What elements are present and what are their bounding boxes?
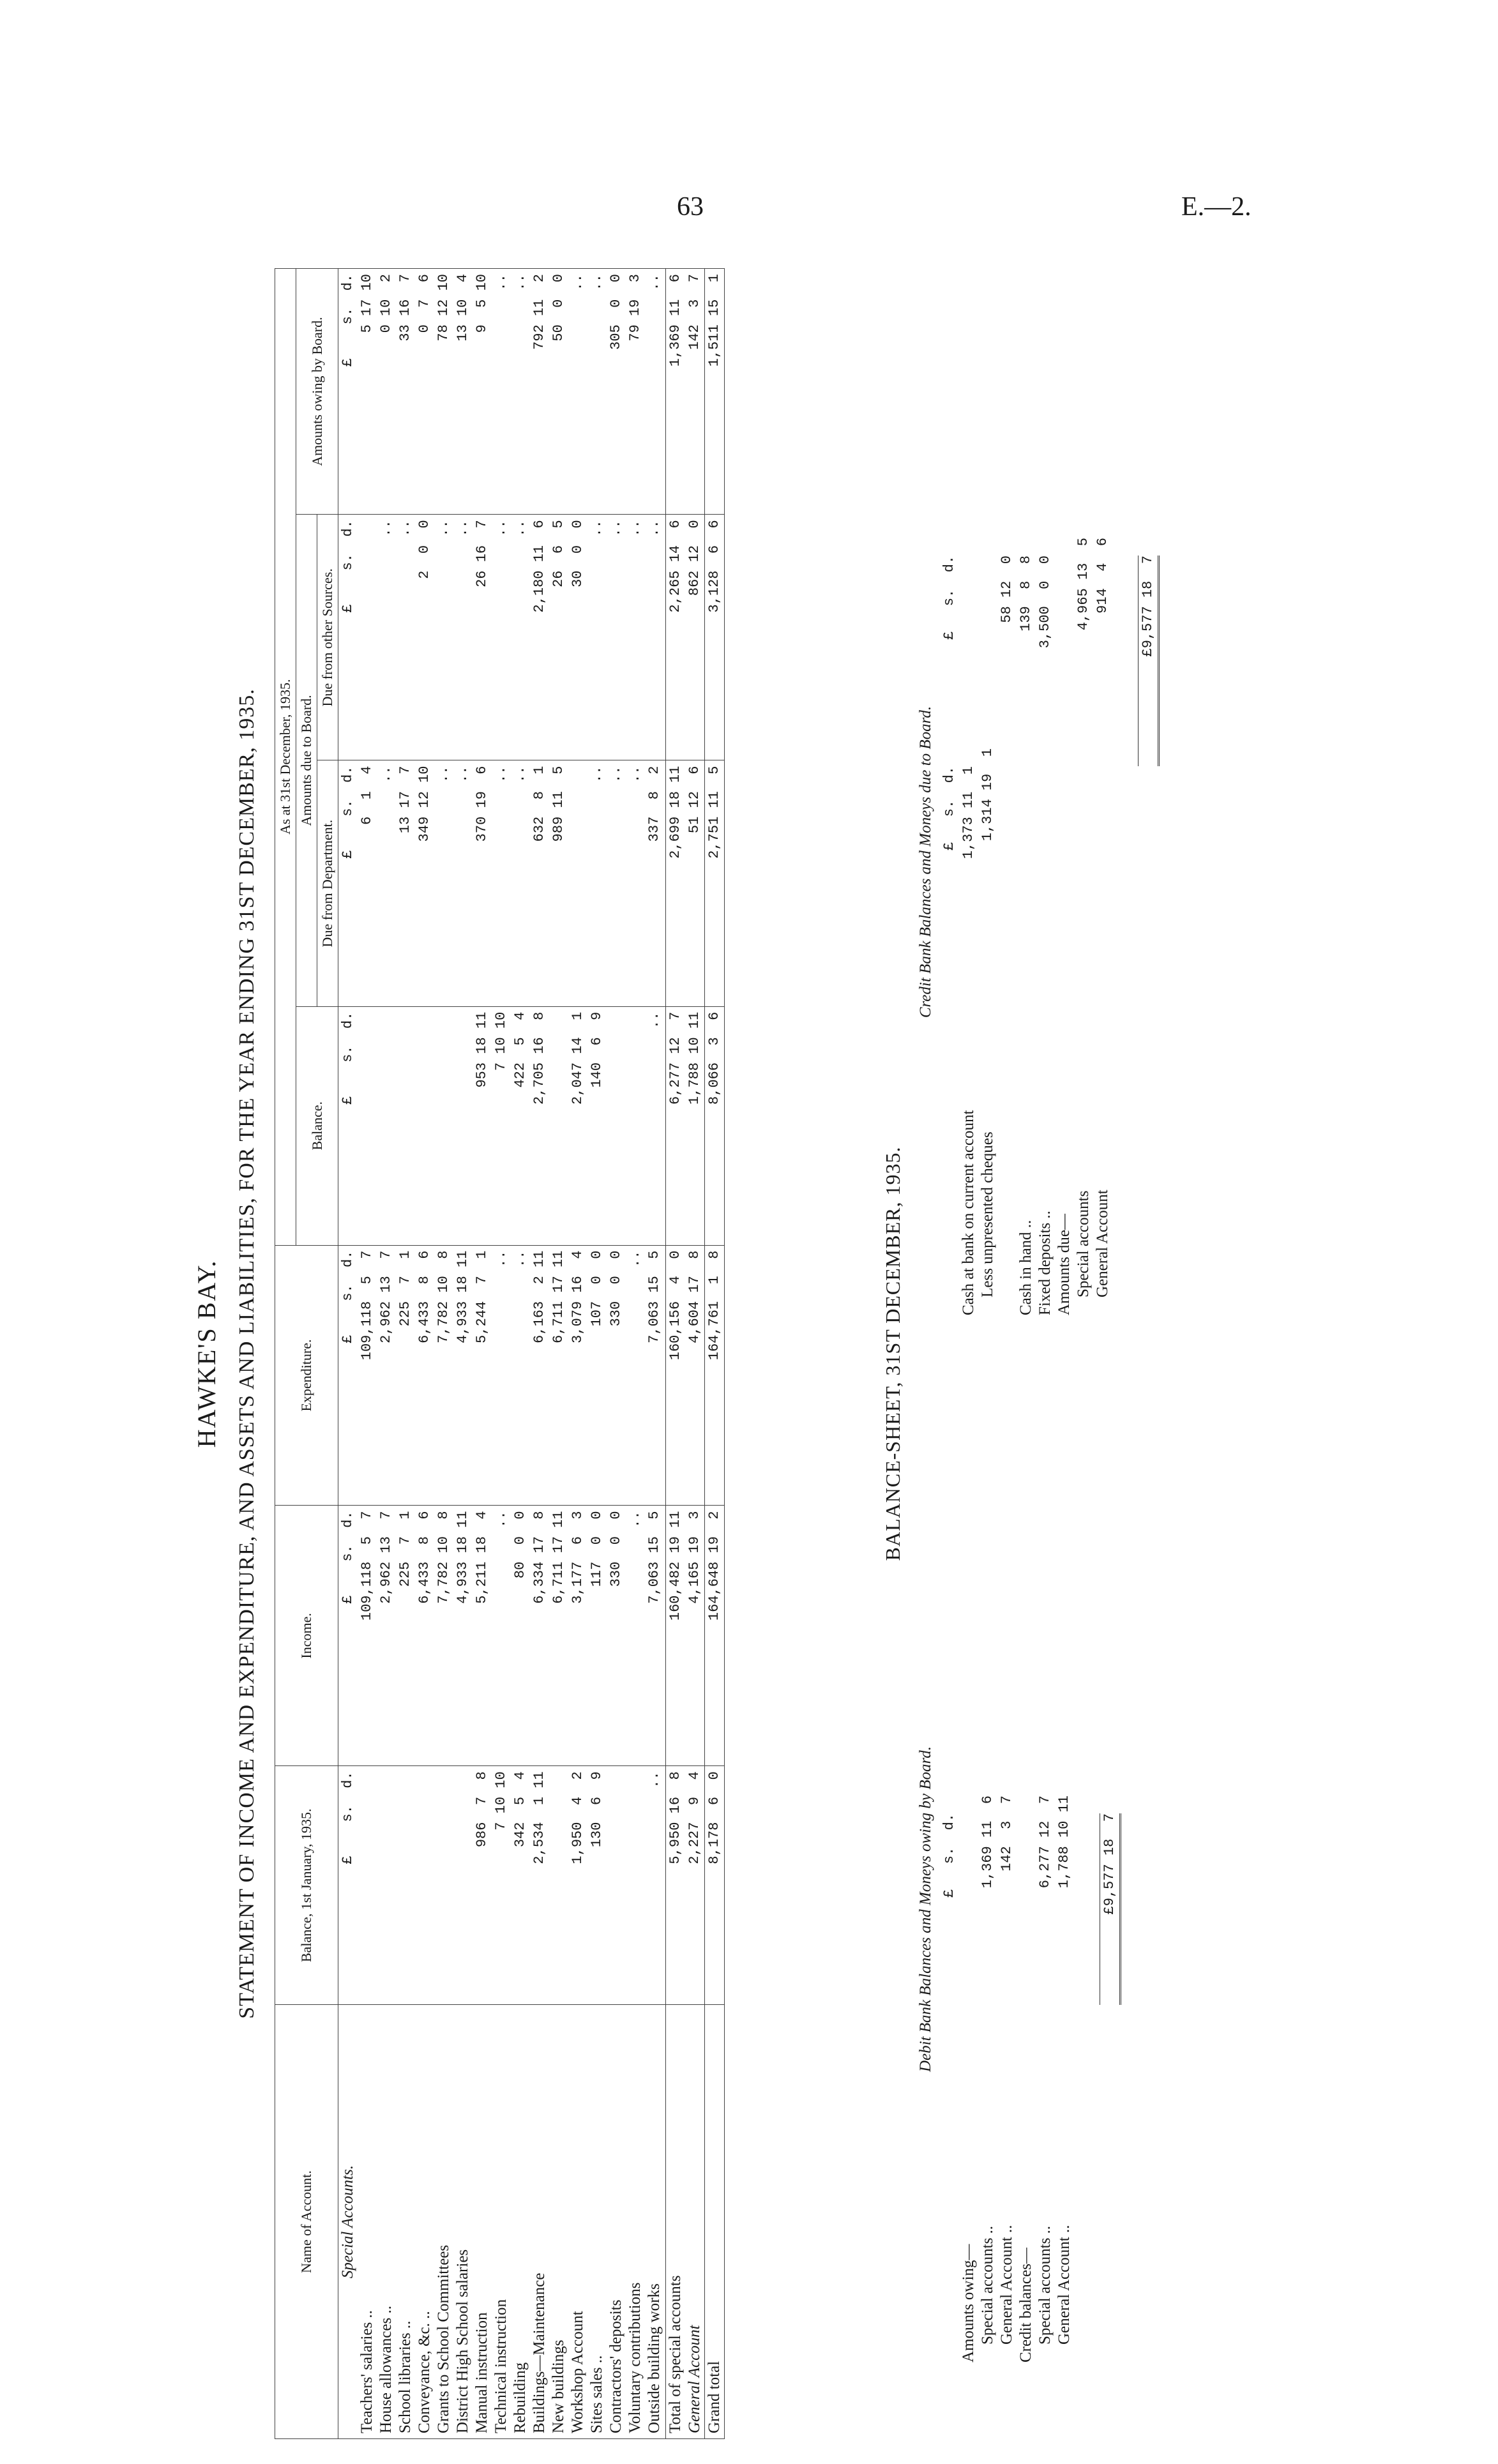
units-label: £ s. d. xyxy=(338,1506,358,1766)
cell-dept: .. xyxy=(607,760,626,1006)
cell-other: .. xyxy=(511,515,530,760)
cell-income: 7,063 15 5 xyxy=(645,1506,664,1766)
debit-side xyxy=(917,1456,1121,2362)
cell-bal xyxy=(358,1006,377,1245)
balance-amount xyxy=(959,1813,978,2005)
cell-owing: 50 0 0 xyxy=(549,269,568,515)
units-label: £ s. d. xyxy=(338,269,358,515)
cell-dept: 349 12 10 xyxy=(415,760,434,1006)
col-dept-header: Due from Department. xyxy=(317,760,338,1006)
table-row xyxy=(626,269,645,2439)
cell-bal: 422 5 4 xyxy=(511,1006,530,1245)
cell-income: 160,482 19 11 xyxy=(666,1506,686,1766)
cell-owing: .. xyxy=(568,269,587,515)
cell-dept: .. xyxy=(587,760,607,1006)
cell-bal_jan xyxy=(549,1766,568,2005)
cell-other: 2,265 14 6 xyxy=(666,515,686,760)
account-name: New buildings xyxy=(549,2005,568,2439)
cell-bal_jan xyxy=(377,1766,396,2005)
cell-bal_jan xyxy=(607,1766,626,2005)
balance-row xyxy=(959,1456,978,2362)
cell-income: 4,165 19 3 xyxy=(685,1506,705,1766)
table-row xyxy=(530,269,549,2439)
cell-dept: 51 12 6 xyxy=(685,760,705,1006)
cell-other: .. xyxy=(396,515,415,760)
balance-label: Amounts owing— xyxy=(960,2244,977,2362)
debit-heading: Debit Bank Balances and Moneys owing by Board. xyxy=(917,1746,934,2073)
balance-amount xyxy=(978,538,997,748)
col-balance-jan-header: Balance, 1st January, 1935. xyxy=(275,1766,338,2005)
cell-owing: 5 17 10 xyxy=(358,269,377,515)
cell-dept: .. xyxy=(492,760,511,1006)
cell-owing: .. xyxy=(645,269,664,515)
cell-bal: 7 10 10 xyxy=(492,1006,511,1245)
table-row xyxy=(645,269,664,2439)
debit-rows xyxy=(959,1456,1074,2362)
account-name: Sites sales .. xyxy=(587,2005,607,2439)
balance-amount: 3,500 0 0 xyxy=(1037,556,1053,649)
table-row xyxy=(492,269,511,2439)
credit-total: £9,577 18 7 xyxy=(1138,556,1160,766)
cell-dept: 632 8 1 xyxy=(530,760,549,1006)
cell-exp: 2,962 13 7 xyxy=(377,1245,396,1506)
cell-bal_jan: 5,950 16 8 xyxy=(666,1766,686,2005)
cell-owing: 9 5 10 xyxy=(473,269,492,515)
units-label: £ s. d. xyxy=(338,760,358,1006)
cell-bal: 953 18 11 xyxy=(473,1006,492,1245)
cell-bal_jan: 342 5 4 xyxy=(511,1766,530,2005)
balance-amount xyxy=(1055,1585,1074,1795)
cell-exp: 107 0 0 xyxy=(587,1245,607,1506)
cell-exp: 6,433 8 6 xyxy=(415,1245,434,1506)
cell-bal: 8,066 3 6 xyxy=(705,1006,725,1245)
cell-income: 6,711 17 11 xyxy=(549,1506,568,1766)
account-name: General Account xyxy=(685,2005,705,2439)
cell-income: .. xyxy=(626,1506,645,1766)
cell-exp: 4,604 17 8 xyxy=(685,1245,705,1506)
col-other-header: Due from other Sources. xyxy=(317,515,338,760)
cell-bal_jan: 1,950 4 2 xyxy=(568,1766,587,2005)
cell-dept xyxy=(568,760,587,1006)
balance-amount: 1,369 11 6 xyxy=(980,1795,995,1889)
cell-other: .. xyxy=(453,515,473,760)
cell-owing: 792 11 2 xyxy=(530,269,549,515)
cell-bal_jan: 130 6 9 xyxy=(587,1766,607,2005)
cell-bal: 1,788 10 11 xyxy=(685,1006,705,1245)
cell-dept: .. xyxy=(511,760,530,1006)
account-name: Workshop Account xyxy=(568,2005,587,2439)
cell-other: 2,180 11 6 xyxy=(530,515,549,760)
table-row xyxy=(396,269,415,2439)
balance-label: General Account .. xyxy=(1055,2225,1073,2345)
balance-amount xyxy=(959,556,978,766)
account-name: School libraries .. xyxy=(396,2005,415,2439)
cell-bal xyxy=(626,1006,645,1245)
due-to-board-header: Amounts due to Board. xyxy=(296,515,317,1006)
balance-label: Special accounts .. xyxy=(1036,2225,1054,2345)
account-name: Voluntary contributions xyxy=(626,2005,645,2439)
table-row xyxy=(549,269,568,2439)
balance-label: Cash at bank on current account xyxy=(960,1110,977,1315)
cell-exp: 6,711 17 11 xyxy=(549,1245,568,1506)
balance-row xyxy=(959,409,978,1315)
table-row xyxy=(415,269,434,2439)
cell-income: 4,933 18 11 xyxy=(453,1506,473,1766)
cell-dept: 2,699 18 11 xyxy=(666,760,686,1006)
account-name: Buildings—Maintenance xyxy=(530,2005,549,2439)
balance-sheet xyxy=(881,268,1156,2439)
units-label: £ s. d. xyxy=(338,1766,358,2005)
table-row xyxy=(568,269,587,2439)
balance-label xyxy=(997,958,1017,1315)
cell-exp: 3,079 16 4 xyxy=(568,1245,587,1506)
cell-other: 862 12 0 xyxy=(685,515,705,760)
cell-bal_jan xyxy=(358,1766,377,2005)
cell-owing: 0 7 6 xyxy=(415,269,434,515)
cell-owing: 33 16 7 xyxy=(396,269,415,515)
balance-label: Amounts due— xyxy=(1055,1213,1073,1315)
cell-owing: 78 12 10 xyxy=(434,269,453,515)
account-name: District High School salaries xyxy=(453,2005,473,2439)
credit-rows xyxy=(959,409,1112,1315)
cell-owing: 142 3 7 xyxy=(685,269,705,515)
balance-label: General Account xyxy=(1094,1190,1111,1297)
cell-other: .. xyxy=(607,515,626,760)
cell-owing: .. xyxy=(492,269,511,515)
cell-exp: 7,782 10 8 xyxy=(434,1245,453,1506)
cell-income: 225 7 1 xyxy=(396,1506,415,1766)
balance-row xyxy=(1036,409,1055,1315)
balance-row xyxy=(1017,409,1036,1315)
balance-label: Special accounts xyxy=(1075,1190,1092,1297)
cell-owing: .. xyxy=(587,269,607,515)
cell-bal_jan: 8,178 6 0 xyxy=(705,1766,725,2005)
table-row xyxy=(453,269,473,2439)
cell-bal xyxy=(377,1006,396,1245)
balance-row xyxy=(997,1456,1017,2362)
balance-amount xyxy=(1017,1603,1036,1813)
cell-dept: .. xyxy=(626,760,645,1006)
as-at-header: As at 31st December, 1935. xyxy=(275,269,296,1246)
cell-owing: 1,511 15 1 xyxy=(705,269,725,515)
statement-title: STATEMENT OF INCOME AND EXPENDITURE, AND ASSETS AND LIABILITIES, FOR THE YEAR ENDING 31ST DECEMBER, 1935. xyxy=(235,688,259,2019)
cell-owing: 1,369 11 6 xyxy=(666,269,686,515)
cell-bal_jan xyxy=(453,1766,473,2005)
balance-label: Fixed deposits .. xyxy=(1036,1211,1054,1315)
units-label: £ s. d. xyxy=(338,1006,358,1245)
balance-amount xyxy=(997,766,1017,958)
balance-amount xyxy=(1036,1585,1055,1795)
balance-row xyxy=(1074,409,1093,1315)
cell-bal: 6,277 12 7 xyxy=(666,1006,686,1245)
balance-amount: 6,277 12 7 xyxy=(1037,1795,1053,1889)
cell-dept: 370 19 6 xyxy=(473,760,492,1006)
units-label: £ s. d. xyxy=(338,1245,358,1506)
balance-amount xyxy=(978,1585,997,1795)
table-row xyxy=(685,269,705,2439)
cell-exp: 5,244 7 1 xyxy=(473,1245,492,1506)
account-name: Outside building works xyxy=(645,2005,664,2439)
balance-row xyxy=(1055,1456,1074,2362)
statement-table xyxy=(275,268,725,2439)
balance-label: Less unpresented cheques xyxy=(979,1131,996,1297)
table-row xyxy=(473,269,492,2439)
balance-amount xyxy=(1017,766,1036,958)
cell-bal xyxy=(453,1006,473,1245)
balance-label: General Account .. xyxy=(998,2225,1015,2345)
cell-income: 7,782 10 8 xyxy=(434,1506,453,1766)
account-name: Contractors' deposits xyxy=(607,2005,626,2439)
cell-bal_jan xyxy=(626,1766,645,2005)
balance-amount xyxy=(1036,766,1055,958)
cell-income: 117 0 0 xyxy=(587,1506,607,1766)
cell-other: .. xyxy=(645,515,664,760)
cell-exp: .. xyxy=(511,1245,530,1506)
cell-owing: 13 10 4 xyxy=(453,269,473,515)
cell-other: 26 6 5 xyxy=(549,515,568,760)
table-row xyxy=(434,269,453,2439)
cell-bal_jan: 2,534 1 11 xyxy=(530,1766,549,2005)
balance-label: Special accounts .. xyxy=(979,2225,996,2345)
cell-bal xyxy=(607,1006,626,1245)
cell-income: 2,962 13 7 xyxy=(377,1506,396,1766)
balance-row xyxy=(997,409,1017,1315)
cell-other: .. xyxy=(587,515,607,760)
cell-other: 2 0 0 xyxy=(415,515,434,760)
cell-exp: .. xyxy=(492,1245,511,1506)
cell-bal_jan: 2,227 9 4 xyxy=(685,1766,705,2005)
table-row xyxy=(377,269,396,2439)
cell-dept: 989 11 5 xyxy=(549,760,568,1006)
cell-exp: 4,933 18 11 xyxy=(453,1245,473,1506)
table-row xyxy=(666,269,686,2439)
col-balance-header: Balance. xyxy=(296,1006,338,1245)
units-label: £ s. d. xyxy=(941,1813,957,1898)
special-heading: Special Accounts. xyxy=(338,2005,358,2439)
balance-amount xyxy=(997,1585,1017,1795)
cell-other: 30 0 0 xyxy=(568,515,587,760)
cell-income: 109,118 5 7 xyxy=(358,1506,377,1766)
cell-bal xyxy=(415,1006,434,1245)
table-row xyxy=(358,269,377,2439)
col-expenditure-header: Expenditure. xyxy=(275,1245,338,1506)
balance-amount xyxy=(1017,1813,1036,2005)
cell-bal: .. xyxy=(645,1006,664,1245)
credit-heading: Credit Bank Balances and Moneys due to Board. xyxy=(917,706,934,1018)
cell-bal xyxy=(549,1006,568,1245)
cell-other: 3,128 6 6 xyxy=(705,515,725,760)
col-income-header: Income. xyxy=(275,1506,338,1766)
cell-bal: 140 6 9 xyxy=(587,1006,607,1245)
balance-amount: 1,314 19 1 xyxy=(980,748,995,842)
cell-bal_jan: .. xyxy=(645,1766,664,2005)
balance-row xyxy=(1017,1456,1036,2362)
cell-other xyxy=(358,515,377,760)
table-row xyxy=(705,269,725,2439)
cell-bal_jan: 986 7 8 xyxy=(473,1766,492,2005)
cell-income: 80 0 0 xyxy=(511,1506,530,1766)
page-ref: E.—2. xyxy=(1181,192,1252,222)
cell-income: 330 0 0 xyxy=(607,1506,626,1766)
balance-label: Cash in hand .. xyxy=(1017,1220,1034,1315)
cell-income: .. xyxy=(492,1506,511,1766)
cell-dept: .. xyxy=(377,760,396,1006)
balance-amount: 4,965 13 5 xyxy=(1075,538,1091,631)
cell-bal_jan xyxy=(415,1766,434,2005)
cell-exp: 164,761 1 8 xyxy=(705,1245,725,1506)
cell-owing: 0 10 2 xyxy=(377,269,396,515)
balance-amount xyxy=(1055,556,1074,766)
col-name-header: Name of Account. xyxy=(275,2005,338,2439)
cell-dept: 2,751 11 5 xyxy=(705,760,725,1006)
balance-amount xyxy=(1093,748,1112,940)
cell-other: .. xyxy=(434,515,453,760)
cell-dept: 337 8 2 xyxy=(645,760,664,1006)
account-name: Grants to School Committees xyxy=(434,2005,453,2439)
account-name: Teachers' salaries .. xyxy=(358,2005,377,2439)
cell-bal_jan: 7 10 10 xyxy=(492,1766,511,2005)
units-row xyxy=(338,269,358,2439)
cell-other: .. xyxy=(492,515,511,760)
cell-income: 3,177 6 3 xyxy=(568,1506,587,1766)
balance-amount: 1,373 11 1 xyxy=(960,766,976,859)
cell-bal_jan xyxy=(396,1766,415,2005)
page-number: 63 xyxy=(677,192,704,222)
cell-other: 26 16 7 xyxy=(473,515,492,760)
balance-row xyxy=(1055,409,1074,1315)
cell-dept: .. xyxy=(434,760,453,1006)
credit-side xyxy=(917,409,1160,1315)
cell-bal xyxy=(396,1006,415,1245)
balance-row xyxy=(1036,1456,1055,2362)
cell-dept: 13 17 7 xyxy=(396,760,415,1006)
balance-amount xyxy=(1055,766,1074,958)
account-name: Manual instruction xyxy=(473,2005,492,2439)
balance-amount xyxy=(1074,748,1093,940)
cell-exp: 7,063 15 5 xyxy=(645,1245,664,1506)
table-row xyxy=(587,269,607,2439)
cell-exp: 160,156 4 0 xyxy=(666,1245,686,1506)
units-label: £ s. d. xyxy=(338,515,358,760)
cell-income: 6,433 8 6 xyxy=(415,1506,434,1766)
balance-amount: 1,788 10 11 xyxy=(1056,1795,1072,1889)
table-row xyxy=(607,269,626,2439)
cell-owing: 79 19 3 xyxy=(626,269,645,515)
cell-income: 164,648 19 2 xyxy=(705,1506,725,1766)
balance-label: Credit balances— xyxy=(1017,2248,1034,2362)
units-label: £ s. d. xyxy=(941,556,957,640)
units-label: £ s. d. xyxy=(941,766,957,851)
balance-row xyxy=(978,1456,997,2362)
balance-row xyxy=(978,409,997,1315)
account-name: Total of special accounts xyxy=(666,2005,686,2439)
cell-income: 5,211 18 4 xyxy=(473,1506,492,1766)
cell-dept: 6 1 4 xyxy=(358,760,377,1006)
cell-exp: 330 0 0 xyxy=(607,1245,626,1506)
balance-amount: 914 4 6 xyxy=(1094,538,1110,614)
cell-bal xyxy=(434,1006,453,1245)
balance-row xyxy=(1093,409,1112,1315)
cell-dept: .. xyxy=(453,760,473,1006)
balance-amount xyxy=(959,1603,978,1813)
cell-exp: 6,163 2 11 xyxy=(530,1245,549,1506)
table-row xyxy=(511,269,530,2439)
cell-owing: .. xyxy=(511,269,530,515)
cell-income: 6,334 17 8 xyxy=(530,1506,549,1766)
page-title: HAWKE'S BAY. xyxy=(192,1259,221,1448)
col-owing-header: Amounts owing by Board. xyxy=(296,269,338,515)
balance-sheet-title: BALANCE-SHEET, 31ST DECEMBER, 1935. xyxy=(881,1146,904,1561)
cell-bal: 2,047 14 1 xyxy=(568,1006,587,1245)
balance-amount: 139 8 8 xyxy=(1018,556,1034,631)
rotated-content xyxy=(192,268,1213,2439)
cell-exp: .. xyxy=(626,1245,645,1506)
account-name: Grand total xyxy=(705,2005,725,2439)
cell-exp: 225 7 1 xyxy=(396,1245,415,1506)
account-name: Rebuilding xyxy=(511,2005,530,2439)
balance-amount: 142 3 7 xyxy=(999,1795,1015,1871)
debit-total: £9,577 18 7 xyxy=(1100,1813,1121,2005)
balance-amount: 58 12 0 xyxy=(999,556,1015,623)
account-name: House allowances .. xyxy=(377,2005,396,2439)
cell-bal_jan xyxy=(434,1766,453,2005)
account-name: Technical instruction xyxy=(492,2005,511,2439)
cell-other: .. xyxy=(377,515,396,760)
table-body xyxy=(338,269,725,2439)
account-name: Conveyance, &c. .. xyxy=(415,2005,434,2439)
cell-owing: 305 0 0 xyxy=(607,269,626,515)
cell-exp: 109,118 5 7 xyxy=(358,1245,377,1506)
cell-bal: 2,705 16 8 xyxy=(530,1006,549,1245)
cell-other: .. xyxy=(626,515,645,760)
